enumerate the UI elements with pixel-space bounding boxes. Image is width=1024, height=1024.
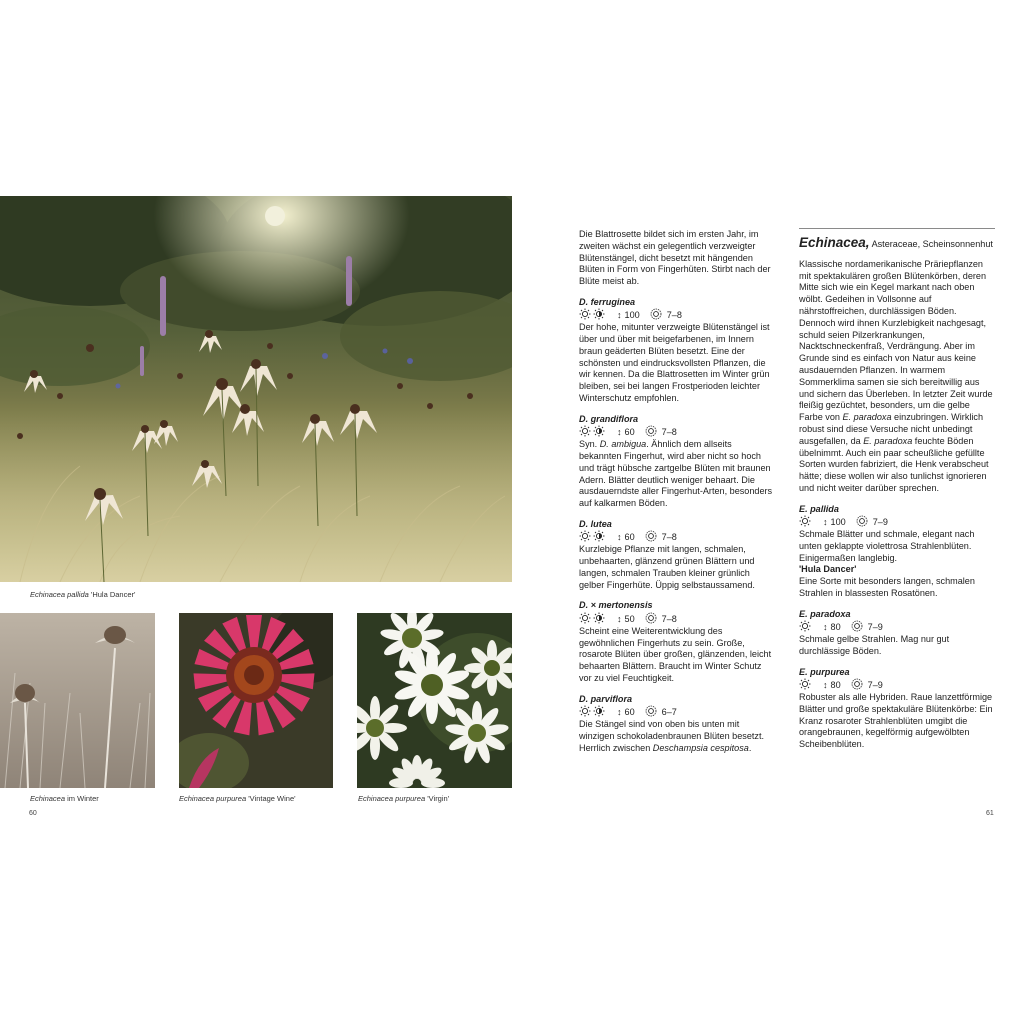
entry-symbols: [579, 532, 775, 545]
caption-upright: 'Hula Dancer': [88, 590, 136, 599]
intro-part-a: Klassische nordamerikanische Präriepflanzen mit spektakulären großen Blütenkörben, deren Mitte sich wie ein Kegel markant nach oben wölbt. Gedeihen in Vollsonne auf nährstoffreichen, durchlässigen Böden. Dennoch wird ihnen Kurzlebigkeit nachgesagt, schuld seien Pilzerkrankungen, Nacktschneckenfraß, Verdrängung. Aber im Grunde sind es einfach von Natur aus keine ausdauernden Pflanzen. In warmem Sommerklima samen sie sich bereitwillig aus und sichern das Überleben. In letzter Zeit wurde fleißig gezüchtet, besonders, um die gelbe Farbe von: [799, 258, 993, 423]
caption-upright: 'Virgin': [425, 794, 450, 803]
entry-d-lutea: [579, 519, 775, 591]
vintage-wine-photo: [179, 613, 333, 788]
section-rule: [799, 228, 995, 229]
entry-symbols: [579, 707, 775, 720]
entry-name: D. lutea: [579, 518, 612, 529]
height-arrow-icon: ↕: [823, 679, 828, 690]
entry-d-parviflora: [579, 694, 775, 755]
entry-e-paradoxa: [799, 609, 995, 658]
page-number-left: 60: [29, 810, 37, 817]
entry-d-grandiflora: [579, 414, 775, 510]
intro-text: Die Blattrosette bildet sich im ersten Jahr, im zweiten wächst ein gelegentlich verzweigter Blütenstängel, dicht besetzt mit hängenden Blüten in Form von Fingerhüten. Stirbt nach der Blüte meist ab.: [579, 229, 771, 287]
height-arrow-icon: ↕: [823, 621, 828, 632]
intro-italic-2: E. paradoxa: [863, 435, 913, 446]
entry-text-post: . Ähnlich dem allseits bekannten Fingerhut, wird aber nicht so hoch und trägt hübsche zartgelbe Blüten mit braunen Adern. Blätter deutlich weniger behaart. Die ausdauerndste aller Fingerhut-Arten, besonders auf kalkarmen Böden.: [579, 439, 773, 509]
height-arrow-icon: ↕: [617, 310, 622, 321]
zone-value: 7–8: [661, 532, 677, 543]
cultivar-name: 'Hula Dancer': [799, 564, 857, 575]
entry-name: D. × mertonensis: [579, 600, 653, 611]
entry-text: [579, 719, 775, 754]
digitalis-column: [579, 229, 775, 754]
entry-text: Robuster als alle Hybriden. Raue lanzettförmige Blätter und große spektakuläre Blütenkörbe: Ein Kranz rosaroter Strahlenblüten umgibt die orangebraunen, kegelförmig aufgewölbten Scheibenblüten.: [799, 692, 993, 750]
height-value: 50: [624, 613, 635, 624]
height-value: 100: [830, 516, 846, 527]
entry-text-pre: Die Stängel sind von oben bis unten mit winzigen schokoladenbraunen Blüten besetzt. Herrlich zwischen: [579, 719, 765, 753]
zone-value: 7–9: [867, 679, 883, 690]
height-arrow-icon: ↕: [823, 516, 828, 527]
virgin-photo: [357, 613, 512, 788]
entry-name: D. ferruginea: [579, 296, 636, 307]
virgin-caption: [358, 794, 449, 803]
entry-symbols: [799, 680, 995, 693]
caption-italic: Echinacea pallida: [30, 590, 89, 599]
vintage-wine-caption: [179, 794, 296, 803]
genus-title: Echinacea,: [799, 235, 870, 250]
height-value: 80: [830, 679, 841, 690]
entry-text-pre: Syn.: [579, 439, 600, 450]
height-value: 80: [830, 621, 841, 632]
caption-italic: Echinacea purpurea: [179, 794, 247, 803]
entry-text: Scheint eine Weiterentwicklung des gewöhnlichen Fingerhuts zu sein. Große, rosarote Blüten über großen, glänzenden, leicht behaarten Blättern. Braucht im Winter Schutz vor zu viel Feuchtigkeit.: [579, 625, 772, 683]
entry-name: E. purpurea: [799, 666, 850, 677]
entry-name: E. pallida: [799, 503, 839, 514]
page-number-right: 61: [986, 810, 994, 817]
entry-text: Der hohe, mitunter verzweigte Blütenstängel ist über und über mit beigefarbenen, im Innern braun geäderten Blüten besetzt. Eine der schönsten und eindrucksvollsten Pflanzen, die wir kennen. Da die Blattrosetten im Winter grün bleiben, sei bei langen Frostperioden leichter Winterschutz empfohlen.: [579, 322, 770, 404]
entry-d-ferruginea: [579, 297, 775, 405]
height-arrow-icon: ↕: [617, 706, 622, 717]
height-value: 100: [624, 310, 640, 321]
entry-name: D. parviflora: [579, 693, 633, 704]
height-value: 60: [624, 706, 635, 717]
genus-family: Asteraceae, Scheinsonnenhut: [869, 239, 993, 249]
intro-part-b: einzubringen. Wirklich robust sind diese Versuche nicht unbedingt ausgefallen, da: [799, 412, 984, 446]
zone-value: 7–9: [872, 516, 888, 527]
height-arrow-icon: ↕: [617, 532, 622, 543]
height-arrow-icon: ↕: [617, 613, 622, 624]
zone-value: 7–9: [867, 621, 883, 632]
zone-value: 7–8: [661, 613, 677, 624]
entry-text: Schmale Blätter und schmale, elegant nach unten geklappte violettrosa Strahlenblüten. Einigermaßen langlebig.: [799, 529, 975, 563]
winter-photo-caption: [30, 794, 99, 803]
caption-upright: 'Vintage Wine': [246, 794, 296, 803]
entry-text-post: .: [748, 742, 752, 753]
entry-e-purpurea: [799, 667, 995, 751]
entry-symbols: [799, 622, 995, 635]
zone-value: 7–8: [661, 427, 677, 437]
entry-name: D. grandiflora: [579, 413, 639, 424]
entry-symbols: [579, 613, 775, 626]
entry-d-mertonensis: [579, 600, 775, 684]
entry-text: Schmale gelbe Strahlen. Mag nur gut durchlässige Böden.: [799, 634, 950, 656]
entry-symbols: [579, 427, 775, 440]
meadow-photo: [0, 196, 512, 582]
winter-photo: [0, 613, 155, 788]
height-value: 60: [624, 427, 635, 437]
entry-text: [579, 439, 775, 510]
intro-italic-1: E. paradoxa: [842, 412, 892, 423]
cultivar-text: Eine Sorte mit besonders langen, schmalen Strahlen in blassesten Rosatönen.: [799, 576, 975, 599]
zone-value: 7–8: [666, 310, 682, 321]
genus-heading: [799, 237, 995, 251]
height-arrow-icon: ↕: [617, 427, 622, 437]
entry-symbols: [579, 310, 775, 323]
entry-text-italic: D. ambigua: [599, 439, 647, 450]
caption-upright: im Winter: [65, 794, 99, 803]
zone-value: 6–7: [661, 706, 677, 717]
caption-italic: Echinacea: [30, 794, 66, 803]
echinacea-column: [799, 228, 995, 751]
entry-symbols: [799, 517, 995, 530]
entry-text: Kurzlebige Pflanze mit langen, schmalen, unbehaarten, glänzend grünen Blättern und langen, schmalen Trauben kleiner grünlich gelber Fingerhüte. Üppig selbstaussamend.: [579, 544, 755, 590]
intro-part-c: feuchte Böden übelnimmt. Auch ein paar scheußliche gefüllte Sorten wurden fabriziert, die Henk verabscheut hätte; diese wollen wir also tunlichst ignorieren und nicht weiter darüber sprechen.: [799, 435, 989, 493]
entry-text-italic: Deschampsia cespitosa: [652, 742, 749, 753]
caption-italic: Echinacea purpurea: [358, 794, 426, 803]
genus-intro: [799, 259, 995, 495]
height-value: 60: [624, 532, 635, 543]
entry-e-pallida: [799, 504, 995, 600]
main-photo-caption: [30, 590, 135, 599]
entry-name: E. paradoxa: [799, 608, 851, 619]
